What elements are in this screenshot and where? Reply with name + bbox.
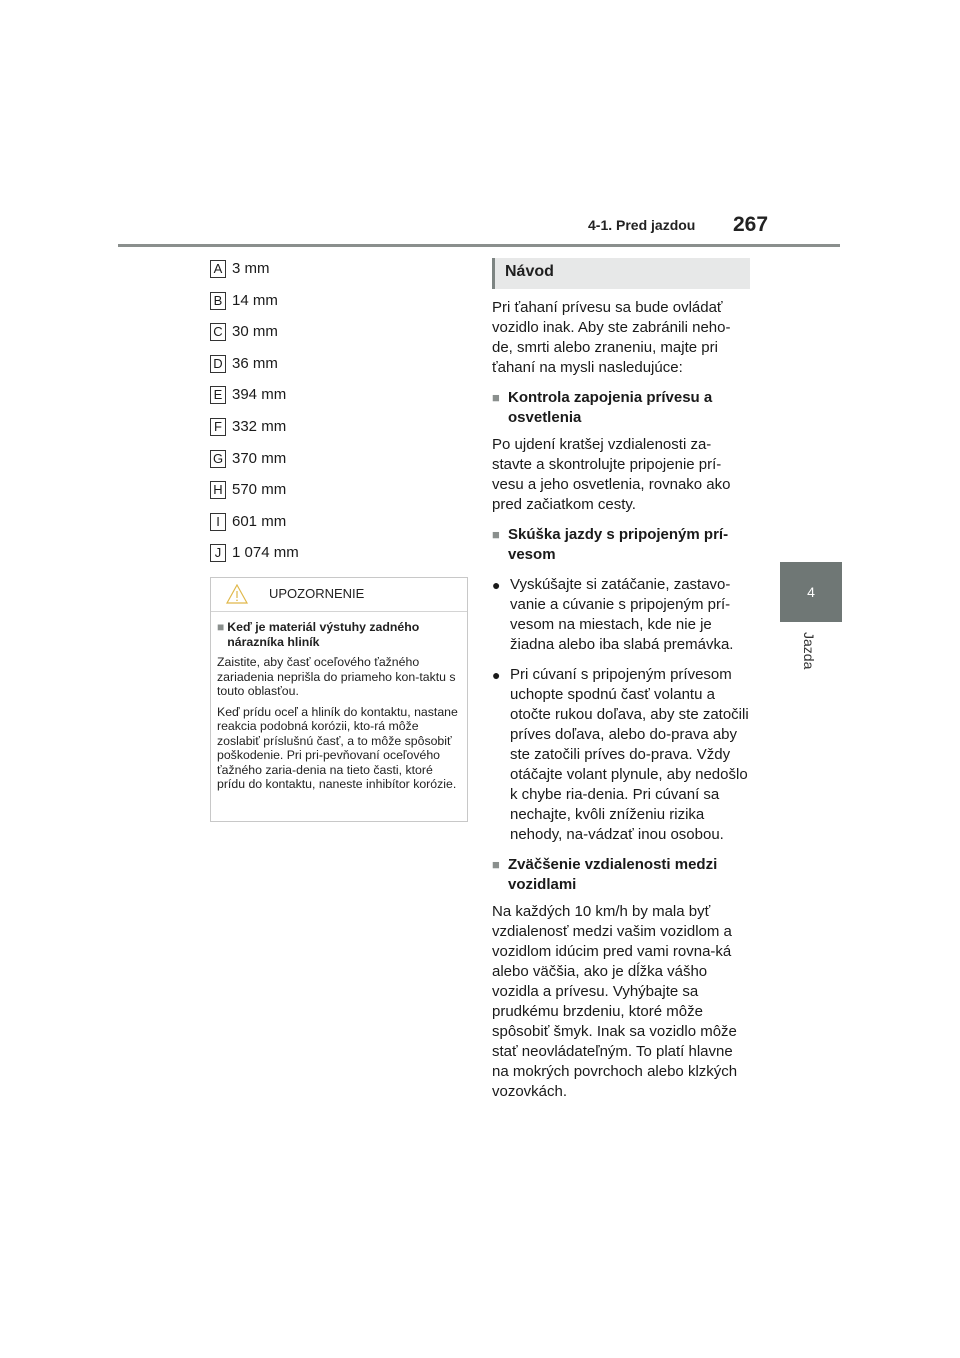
section-paragraph: Po ujdení kratšej vzdialenosti za-stavte a skontrolujte pripojenie prí-vesu a jeho osvetlenia, rovnako ako pred začiatkom cesty. — [492, 436, 731, 513]
bullet-text: Pri cúvaní s pripojeným prívesom uchopte spodnú časť volantu a otočte rukou doľava, aby ste zatočili príves doľava, alebo do-prava aby ste zatočili príves do-prava. Vždy otáčajte volant plynule, aby nedošlo k chybe ria-denia. Pri cúvaní sa nechajte, kvôli zníženiu rizika nehody, na-vádzať inou osobou. — [510, 666, 749, 843]
navod-column — [492, 258, 750, 1102]
warning-paragraph: Zaistite, aby časť oceľového ťažného zariadenia neprišla do priameho kon-taktu s touto oblasťou. — [217, 655, 456, 698]
dimension-letter: H — [210, 481, 226, 499]
navod-heading: Návod — [492, 258, 750, 289]
dimension-value: 30 mm — [232, 323, 278, 341]
dimension-item — [210, 322, 299, 354]
square-bullet-icon: ■ — [492, 527, 500, 542]
square-bullet-icon: ■ — [217, 620, 225, 634]
section-paragraph: Na každých 10 km/h by mala byť vzdialenosť medzi vašim vozidlom a vozidlom idúcim pred vami rovna-ká alebo väčšia, ako je dĺžka vášho vozidla a prívesu. Vyhýbajte sa prudkému brzdeniu, ktoré môže spôsobiť šmyk. Inak sa vozidlo môže stať neovládateľným. To platí hlavne na mokrých povrchoch alebo klzkých vozovkách. — [492, 903, 738, 1100]
section-heading-text: Zväčšenie vzdialenosti medzi vozidlami — [508, 856, 718, 893]
section-heading — [492, 525, 750, 565]
dimension-item — [210, 417, 299, 449]
dimension-letter: B — [210, 292, 226, 310]
dimension-letter: I — [210, 513, 226, 531]
warning-subheading — [217, 620, 459, 649]
warning-title: UPOZORNENIE — [269, 586, 365, 601]
dimension-list — [210, 259, 299, 575]
section-heading — [492, 855, 750, 895]
dimension-value: 14 mm — [232, 291, 278, 309]
dimension-value: 394 mm — [232, 386, 287, 404]
warning-box — [210, 577, 468, 822]
section-title: 4-1. Pred jazdou — [588, 217, 696, 233]
warning-body — [211, 612, 467, 792]
dimension-value: 601 mm — [232, 512, 287, 530]
dimension-item — [210, 385, 299, 417]
dimension-item — [210, 512, 299, 544]
dimension-value: 570 mm — [232, 481, 287, 499]
dimension-letter: E — [210, 386, 226, 404]
dimension-value: 1 074 mm — [232, 544, 299, 562]
dimension-letter: F — [210, 418, 226, 436]
bullet-item — [492, 665, 750, 845]
chapter-label: Jazda — [801, 632, 817, 670]
dimension-item — [210, 480, 299, 512]
section-heading — [492, 388, 750, 428]
section-heading-text: Kontrola zapojenia prívesu a osvetlenia — [508, 389, 713, 426]
dimension-letter: A — [210, 260, 226, 278]
dimension-letter: D — [210, 355, 226, 373]
bullet-dot-icon: ● — [492, 667, 501, 683]
dimension-item — [210, 449, 299, 481]
bullet-item — [492, 575, 750, 655]
square-bullet-icon: ■ — [492, 390, 500, 405]
square-bullet-icon: ■ — [492, 857, 500, 872]
dimension-value: 36 mm — [232, 354, 278, 372]
dimension-item — [210, 543, 299, 575]
bullet-dot-icon: ● — [492, 577, 501, 593]
dimension-item — [210, 259, 299, 291]
warning-paragraph: Keď prídu oceľ a hliník do kontaktu, nastane reakcia podobná korózii, kto-rá môže zoslabiť príslušnú časť, a to môže spôsobiť poškodenie. Pri pri-pevňovaní oceľového ťažného zaria-denia na tieto časti, ktoré prídu do kontaktu, naneste inhibítor korózie. — [217, 704, 458, 791]
dimension-value: 332 mm — [232, 417, 287, 435]
section-heading-text: Skúška jazdy s pripojeným prí-vesom — [508, 526, 729, 563]
warning-subheading-text: Keď je materiál výstuhy zadného nárazníka hliník — [227, 620, 420, 649]
warning-triangle-icon — [226, 584, 248, 604]
dimension-item — [210, 291, 299, 323]
dimension-letter: J — [210, 544, 226, 562]
dimension-item — [210, 354, 299, 386]
page-number: 267 — [733, 213, 769, 236]
dimension-letter: G — [210, 450, 226, 468]
dimension-value: 370 mm — [232, 449, 287, 467]
navod-intro: Pri ťahaní prívesu sa bude ovládať vozidlo inak. Aby ste zabránili neho-de, smrti alebo zraneniu, majte pri ťahaní na mysli nasledujúce: — [492, 299, 731, 376]
dimension-value: 3 mm — [232, 260, 270, 277]
header-divider — [118, 244, 840, 247]
chapter-tab: 4 — [780, 562, 842, 622]
bullet-text: Vyskúšajte si zatáčanie, zastavo-vanie a cúvanie s pripojeným prí-vesom na miestach, kde nie je žiadna alebo iba slabá premávka. — [510, 576, 734, 653]
warning-header — [211, 578, 467, 612]
dimension-letter: C — [210, 323, 226, 341]
